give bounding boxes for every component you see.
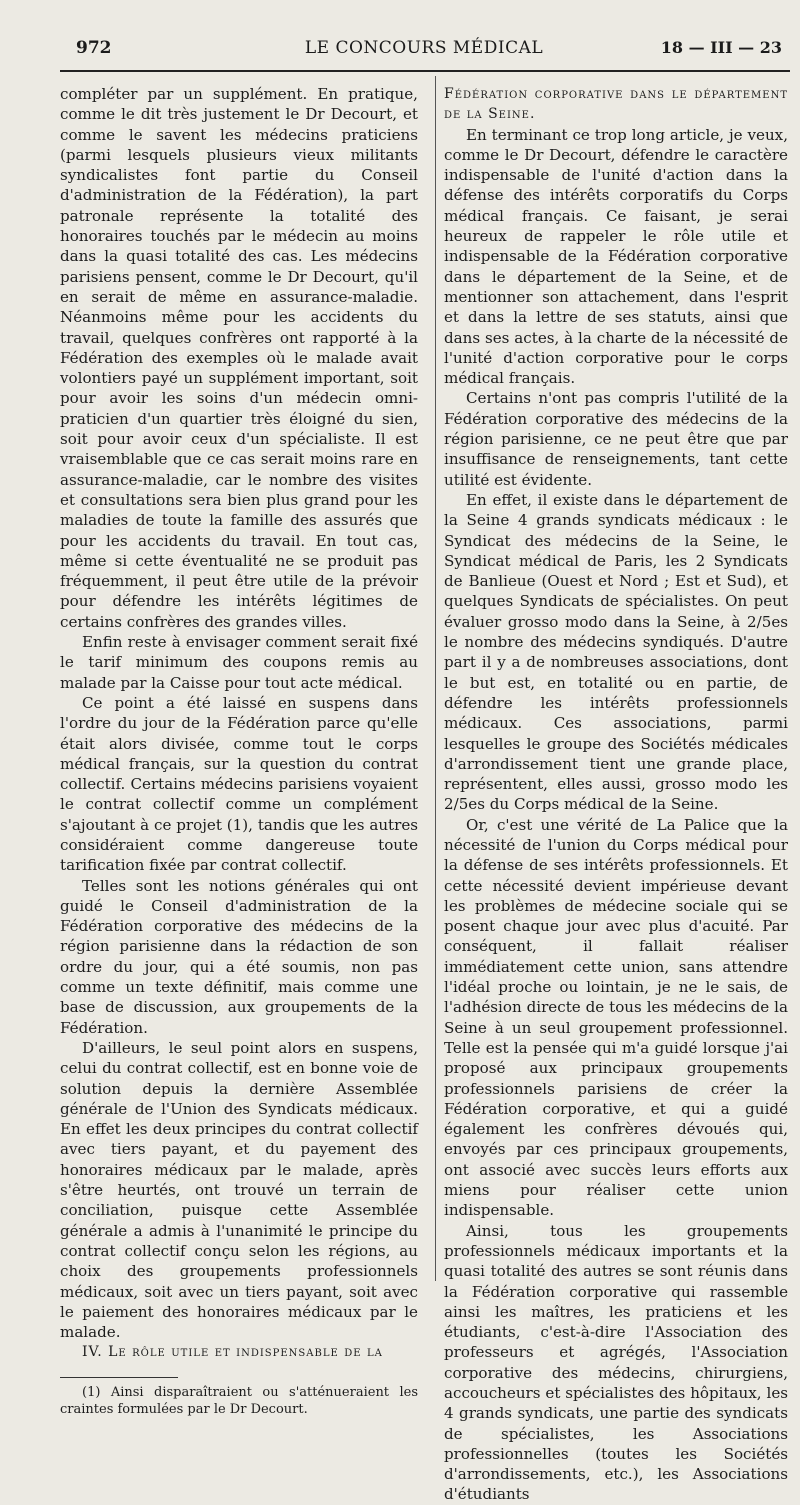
paragraph: Ainsi, tous les groupements professionnels médicaux importants et la quasi totalité des autres se sont réunis dans la Fédération corporative qui rassemble ainsi les maîtres, les praticiens et les étudiants, c'est-à-dire l'Association des professeurs et agrégés, l'Association corporative des médecins, chirurgiens, accoucheurs et spécialistes des hôpitaux, les 4 grands syndicats, une partie des syndicats de spécialistes, les Associations professionnelles (toutes les Sociétés d'arrondissements, etc.), les Associations d'étudiants xyxy=(444,1221,788,1504)
paragraph: compléter par un supplément. En pratique, comme le dit très justement le Dr Decourt, et comme le savent les médecins praticiens (parmi lesquels plusieurs vieux militants syndicalistes font partie du Conseil d'administration de la Fédération), la part patronale représente la totalité des honoraires touchés par le médecin au moins dans la quasi totalité des cas. Les médecins parisiens pensent, comme le Dr Decourt, qu'il en serait de même en assurance-maladie. Néanmoins même pour les accidents du travail, quelques confrères ont rapporté à la Fédération des exemples où le malade avait volontiers payé un supplément important, soit pour avoir les soins d'un médecin omni-praticien d'un quartier très éloigné du sien, soit pour avoir ceux d'un spécialiste. Il est vraisemblable que ce cas serait moins rare en assurance-maladie, car le nombre des visites et consultations sera bien plus grand pour les maladies de toute la famille des assurés que pour les accidents du travail. En tout cas, même si cette éventualité ne se produit pas fréquemment, il peut être utile de la prévoir pour défendre les intérêts légitimes de certains confrères des grandes villes. xyxy=(60,85,418,631)
left-column xyxy=(60,84,418,1418)
paragraph: Or, c'est une vérité de La Palice que la nécessité de l'union du Corps médical pour la défense de ses intérêts professionnels. Et cette nécessité devient impérieuse devant les problèmes de médecine sociale qui se posent chaque jour avec plus d'acuité. Par conséquent, il fallait réaliser immédiatement cette union, sans attendre l'idéal proche ou lointain, je ne le sais, de l'adhésion directe de tous les médecins de la Seine à un seul groupement professionnel. Telle est la pensée qui m'a guidé lorsque j'ai proposé aux principaux groupements professionnels parisiens de créer la Fédération corporative, et qui a guidé également les confrères dévoués qui, envoyés par ces principaux groupements, ont associé avec succès leurs efforts aux miens pour réaliser cette union indispensable. xyxy=(444,815,788,1220)
header-rule xyxy=(60,70,790,72)
page-header xyxy=(60,38,788,64)
journal-title: LE CONCOURS MÉDICAL xyxy=(304,38,544,58)
paragraph: Enfin reste à envisager comment serait fixé le tarif minimum des coupons remis au malade par la Caisse pour tout acte médical. xyxy=(60,633,418,692)
paragraph: D'ailleurs, le seul point alors en suspens, celui du contrat collectif, est en bonne voie de solution depuis la dernière Assemblée générale de l'Union des Syndicats médicaux. En effet les deux principes du contrat collectif avec tiers payant, et du payement des honoraires médicaux par le malade, après s'être heurtés, ont trouvé un terrain de conciliation, puisque cette Assemblée générale a admis à l'unanimité le principe du contrat collectif conçu selon les régions, au choix des groupements professionnels médicaux, soit avec un tiers payant, soit avec le paiement des honoraires médicaux par le malade. xyxy=(60,1038,418,1342)
page-number: 972 xyxy=(76,38,112,58)
paragraph: Telles sont les notions générales qui ont guidé le Conseil d'administration de la Fédération corporative des médecins de la région parisienne dans la rédaction de son ordre du jour, qui a été soumis, non pas comme un texte définitif, mais comme une base de discussion, aux groupements de la Fédération. xyxy=(60,876,418,1037)
footnote-rule xyxy=(60,1377,178,1378)
paragraph: En terminant ce trop long article, je veux, comme le Dr Decourt, défendre le caractère indispensable de l'unité d'action dans la défense des intérêts corporatifs du Corps médical français. Ce faisant, je serai heureux de rappeler le rôle utile et indispensable de la Fédération corporative dans le département de la Seine, et de mentionner son attachement, dans l'esprit et dans la lettre de ses statuts, ainsi que dans ses actes, à la charte de la nécessité de l'unité d'action corporative pour le corps médical français. xyxy=(444,125,788,388)
column-divider xyxy=(435,76,436,1281)
section-heading-continued: Fédération corporative dans le département de la Seine. xyxy=(444,86,788,123)
section-heading: IV. Le rôle utile et indispensable de la xyxy=(82,1344,383,1361)
paragraph: Ce point a été laissé en suspens dans l'ordre du jour de la Fédération parce qu'elle était alors divisée, comme tout le corps médical français, sur la question du contrat collectif. Certains médecins parisiens voyaient le contrat collectif comme un complément s'ajoutant à ce projet (1), tandis que les autres considéraient comme dangereuse toute tarification fixée par contrat collectif. xyxy=(60,693,418,875)
right-column xyxy=(444,84,788,1505)
paragraph: En effet, il existe dans le département de la Seine 4 grands syndicats médicaux : le Syndicat des médecins de la Seine, le Syndicat médical de Paris, les 2 Syndicats de Banlieue (Ouest et Nord ; Est et Sud), et quelques Syndicats de spécialistes. On peut évaluer grosso modo dans la Seine, à 2/5es le nombre des médecins syndiqués. D'autre part il y a de nombreuses associations, dont le but est, en totalité ou en partie, de défendre les intérêts professionnels médicaux. Ces associations, parmi lesquelles le groupe des Sociétés médicales d'arrondissement tient une grande place, représentent, elles aussi, grosso modo les 2/5es du Corps médical de la Seine. xyxy=(444,490,788,814)
issue-date: 18 — III — 23 xyxy=(660,38,782,57)
footnote: (1) Ainsi disparaîtraient ou s'atténueraient les craintes formulées par le Dr Decourt. xyxy=(60,1384,418,1417)
paragraph: Certains n'ont pas compris l'utilité de la Fédération corporative des médecins de la région parisienne, ce ne peut être que par insuffisance de renseignements, tant cette utilité est évidente. xyxy=(444,389,788,489)
